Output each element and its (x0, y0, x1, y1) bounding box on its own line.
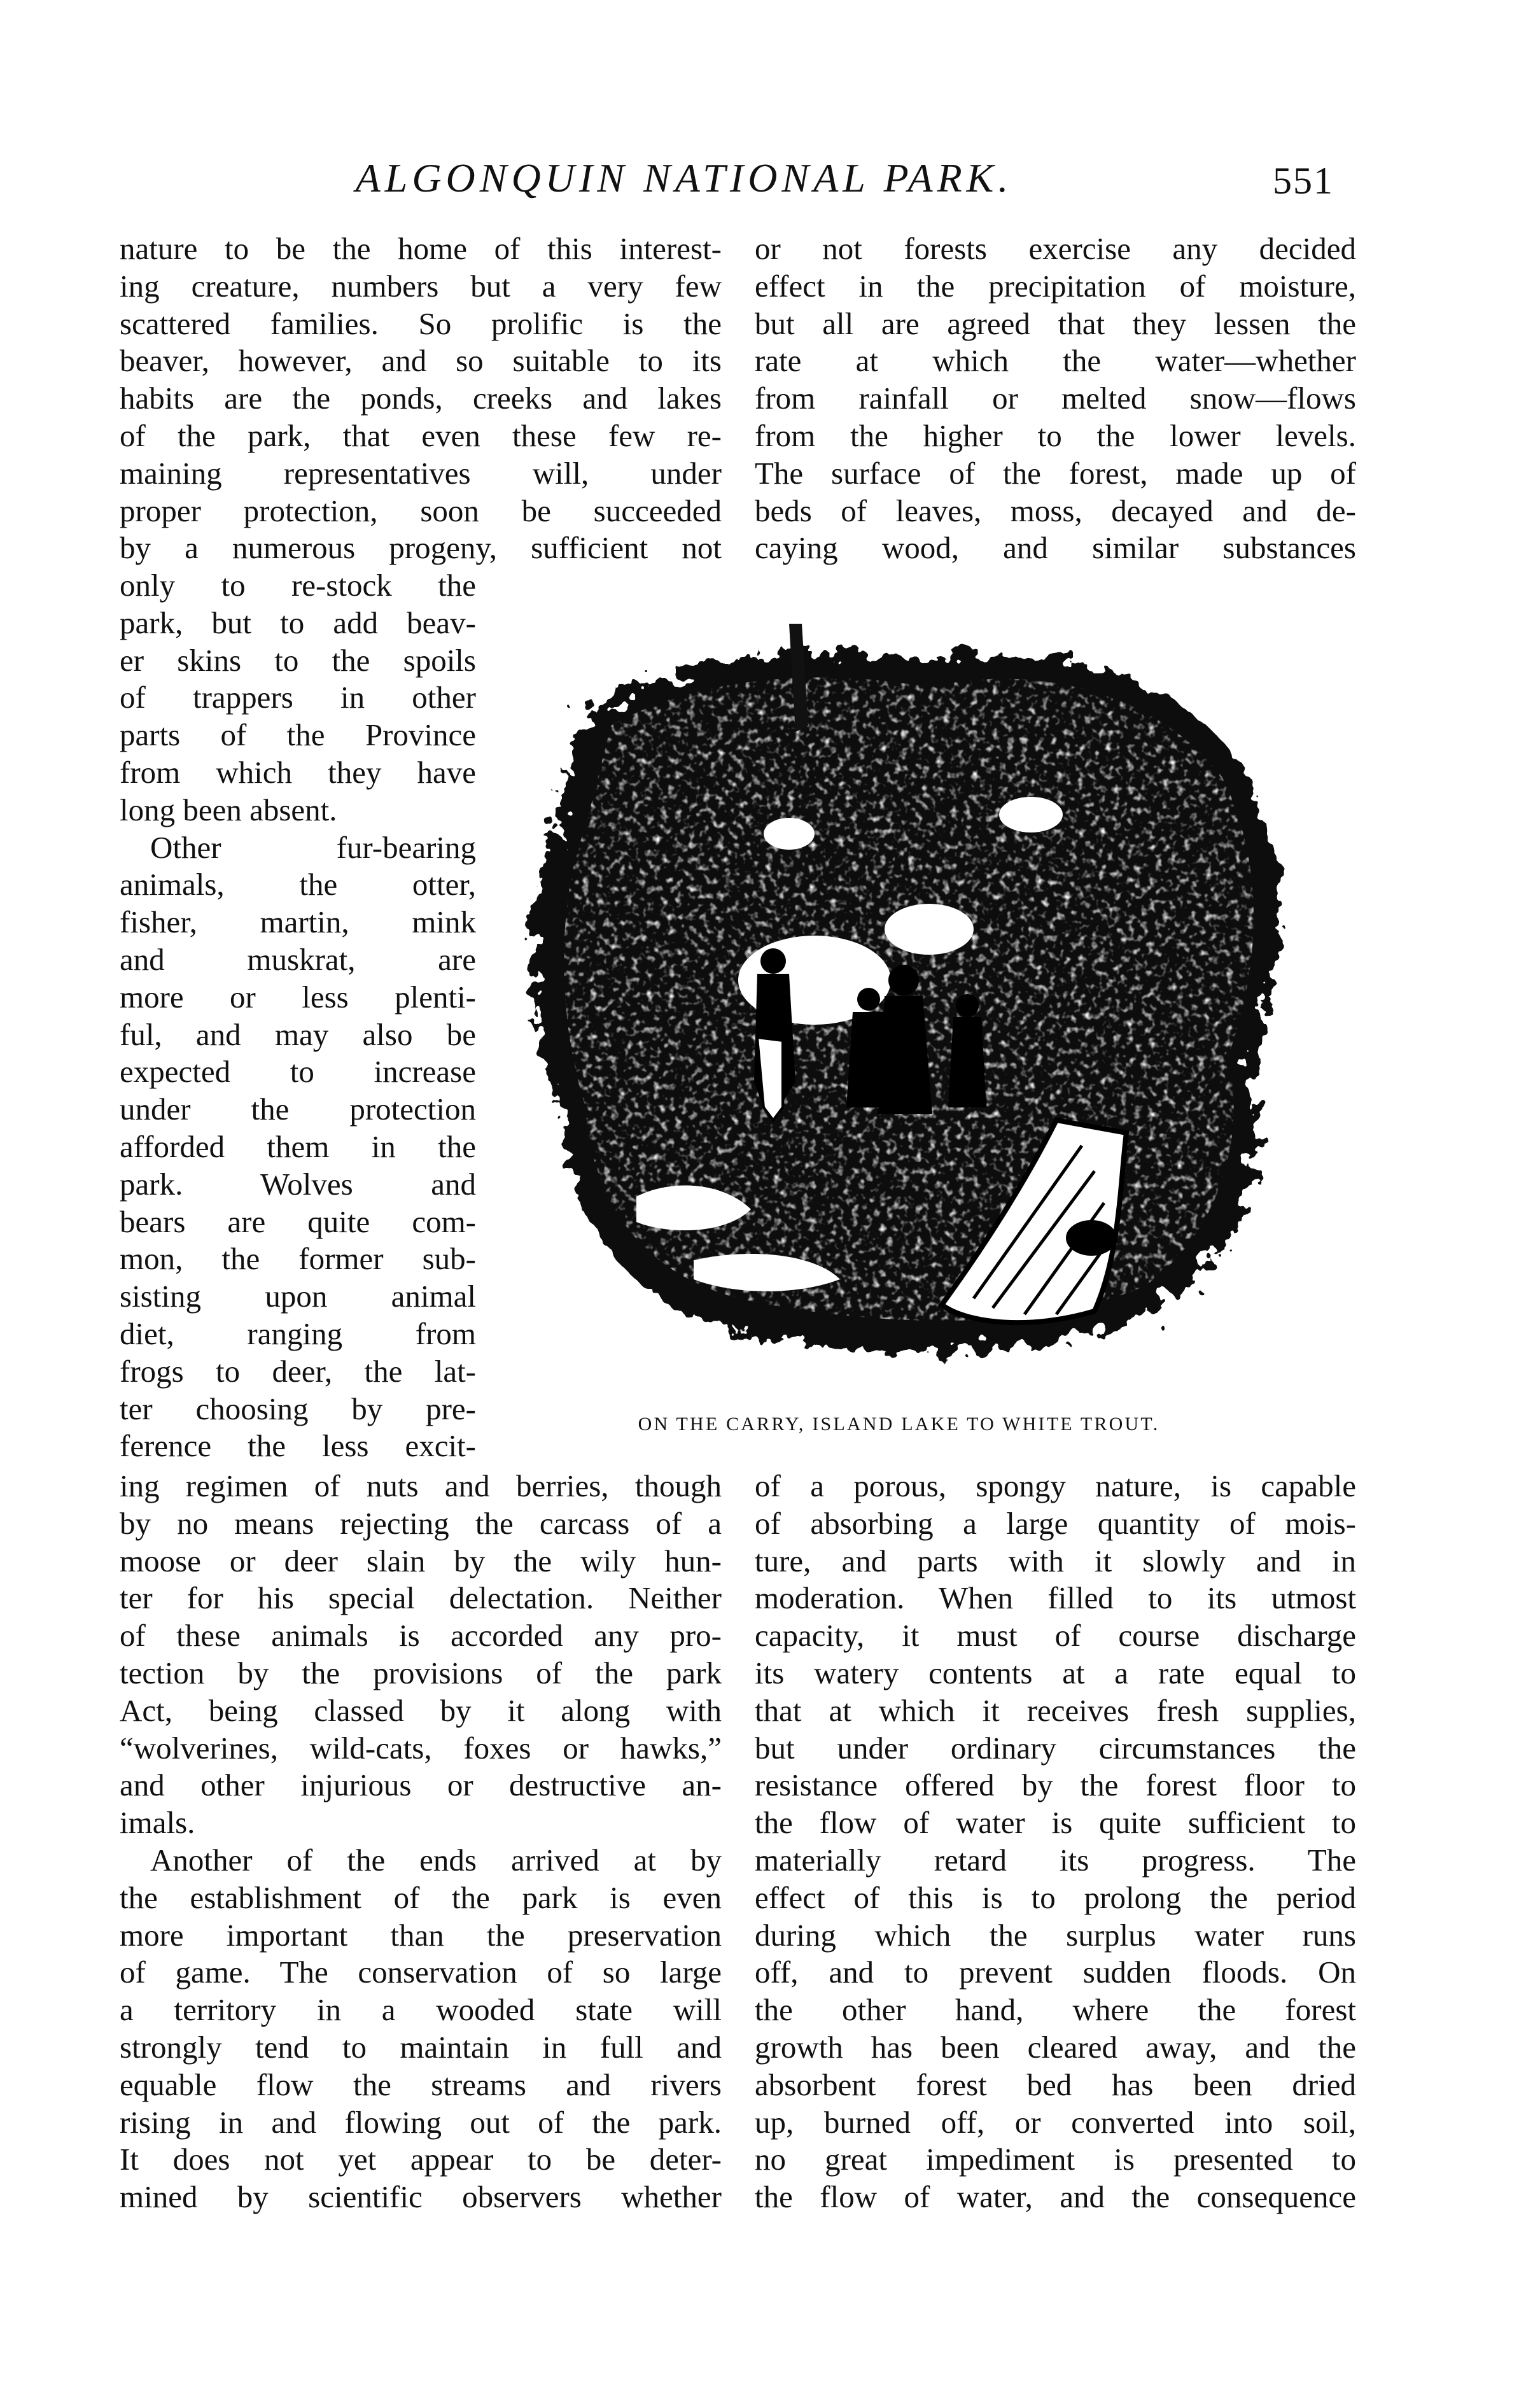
text-line: proper protection, soon be succeeded (120, 493, 722, 528)
text-line: more important than the preservation (120, 1917, 722, 1953)
text-line: and other injurious or destructive an- (120, 1767, 722, 1803)
text-line: caying wood, and similar substances (755, 530, 1356, 566)
left-column-narrow (120, 567, 476, 1465)
text-line: under the protection (120, 1092, 476, 1127)
text-line: off, and to prevent sudden floods. On (755, 1955, 1356, 1990)
text-line: ing creature, numbers but a very few (120, 268, 722, 304)
text-line: up, burned off, or converted into soil, (755, 2104, 1356, 2140)
text-line: ter for his special delectation. Neither (120, 1580, 722, 1616)
text-line: expected to increase (120, 1054, 476, 1090)
text-line: long been absent. (120, 792, 337, 827)
text-line: ing regimen of nuts and berries, though (120, 1468, 722, 1503)
text-line: ference the less excit- (120, 1428, 476, 1464)
text-line: frogs to deer, the lat- (120, 1353, 476, 1389)
text-line: by a numerous progeny, sufficient not (120, 530, 722, 566)
text-line: park. Wolves and (120, 1166, 476, 1202)
text-line: bears are quite com- (120, 1204, 476, 1239)
text-line: materially retard its progress. The (755, 1842, 1356, 1878)
text-line: of the park, that even these few re- (120, 418, 722, 453)
text-line: by no means rejecting the carcass of a (120, 1505, 722, 1541)
text-line: a territory in a wooded state will (120, 1992, 722, 2028)
page-number: 551 (1273, 160, 1334, 202)
text-line: during which the surplus water runs (755, 1917, 1356, 1953)
text-line: more or less plenti- (120, 979, 476, 1015)
figure-caption: ON THE CARRY, ISLAND LAKE TO WHITE TROUT. (638, 1414, 1160, 1435)
text-line: of these animals is accorded any pro- (120, 1618, 722, 1654)
text-line: habits are the ponds, creeks and lakes (120, 381, 722, 416)
text-line: nature to be the home of this interest- (120, 231, 722, 266)
text-line: the other hand, where the forest (755, 1992, 1356, 2028)
text-line: resistance offered by the forest floor to (755, 1767, 1356, 1803)
text-line: diet, ranging from (120, 1316, 476, 1351)
text-line: ful, and may also be (120, 1016, 476, 1052)
text-line: fisher, martin, mink (120, 904, 476, 940)
text-line: of trappers in other (120, 680, 476, 715)
text-line: growth has been cleared away, and the (755, 2029, 1356, 2065)
text-line: from which they have (120, 754, 476, 790)
text-line: Another of the ends arrived at by (150, 1842, 722, 1878)
text-line: strongly tend to maintain in full and (120, 2029, 722, 2065)
text-line: scattered families. So prolific is the (120, 306, 722, 341)
text-line: and muskrat, are (120, 941, 476, 977)
running-header (0, 150, 1540, 207)
text-line: no great impediment is presented to (755, 2142, 1356, 2177)
text-line: of absorbing a large quantity of mois- (755, 1505, 1356, 1541)
text-line: equable flow the streams and rivers (120, 2067, 722, 2102)
text-line: ter choosing by pre- (120, 1391, 476, 1426)
text-line: “wolverines, wild-cats, foxes or hawks,” (120, 1730, 722, 1766)
text-line: maining representatives will, under (120, 455, 722, 491)
text-line: afforded them in the (120, 1128, 476, 1164)
text-line: of a porous, spongy nature, is capable (755, 1468, 1356, 1503)
text-line: imals. (120, 1805, 195, 1841)
text-line: the establishment of the park is even (120, 1879, 722, 1915)
text-line: or not forests exercise any decided (755, 231, 1356, 266)
text-line: park, but to add beav- (120, 605, 476, 640)
text-line: Other fur-bearing (150, 829, 476, 865)
text-line: the flow of water, and the consequence (755, 2179, 1356, 2215)
text-line: that at which it receives fresh supplies, (755, 1692, 1356, 1728)
text-line: er skins to the spoils (120, 642, 476, 678)
text-line: absorbent forest bed has been dried (755, 2067, 1356, 2102)
text-line: its watery contents at a rate equal to (755, 1655, 1356, 1690)
text-line: of game. The conservation of so large (120, 1955, 722, 1990)
text-line: effect of this is to prolong the period (755, 1879, 1356, 1915)
right-column-top (755, 230, 1356, 567)
text-line: moderation. When filled to its utmost (755, 1580, 1356, 1616)
left-column-bottom (120, 1468, 722, 2216)
text-line: only to re-stock the (120, 568, 476, 603)
left-column-top (120, 230, 722, 567)
running-title: ALGONQUIN NATIONAL PARK. (355, 155, 1013, 200)
text-line: The surface of the forest, made up of (755, 455, 1356, 491)
text-line: rising in and flowing out of the park. (120, 2104, 722, 2140)
text-line: capacity, it must of course discharge (755, 1618, 1356, 1654)
text-line: from the higher to the lower levels. (755, 418, 1356, 453)
text-line: animals, the otter, (120, 867, 476, 903)
text-line: beaver, however, and so suitable to its (120, 343, 722, 379)
text-line: sisting upon animal (120, 1279, 476, 1314)
text-line: ture, and parts with it slowly and in (755, 1543, 1356, 1578)
text-line: tection by the provisions of the park (120, 1655, 722, 1690)
text-line: from rainfall or melted snow—flows (755, 381, 1356, 416)
text-line: moose or deer slain by the wily hun- (120, 1543, 722, 1578)
illustration-forest-carry (484, 624, 1314, 1387)
text-line: rate at which the water—whether (755, 343, 1356, 379)
illustration-engraving (484, 624, 1314, 1387)
text-line: It does not yet appear to be deter- (120, 2142, 722, 2177)
text-line: beds of leaves, moss, decayed and de- (755, 493, 1356, 528)
text-line: effect in the precipitation of moisture, (755, 268, 1356, 304)
text-line: mon, the former sub- (120, 1241, 476, 1277)
text-line: the flow of water is quite sufficient to (755, 1805, 1356, 1841)
right-column-bottom (755, 1468, 1356, 2216)
text-line: Act, being classed by it along with (120, 1692, 722, 1728)
text-line: mined by scientific observers whether (120, 2179, 722, 2215)
text-line: but all are agreed that they lessen the (755, 306, 1356, 341)
text-line: parts of the Province (120, 717, 476, 753)
text-line: but under ordinary circumstances the (755, 1730, 1356, 1766)
